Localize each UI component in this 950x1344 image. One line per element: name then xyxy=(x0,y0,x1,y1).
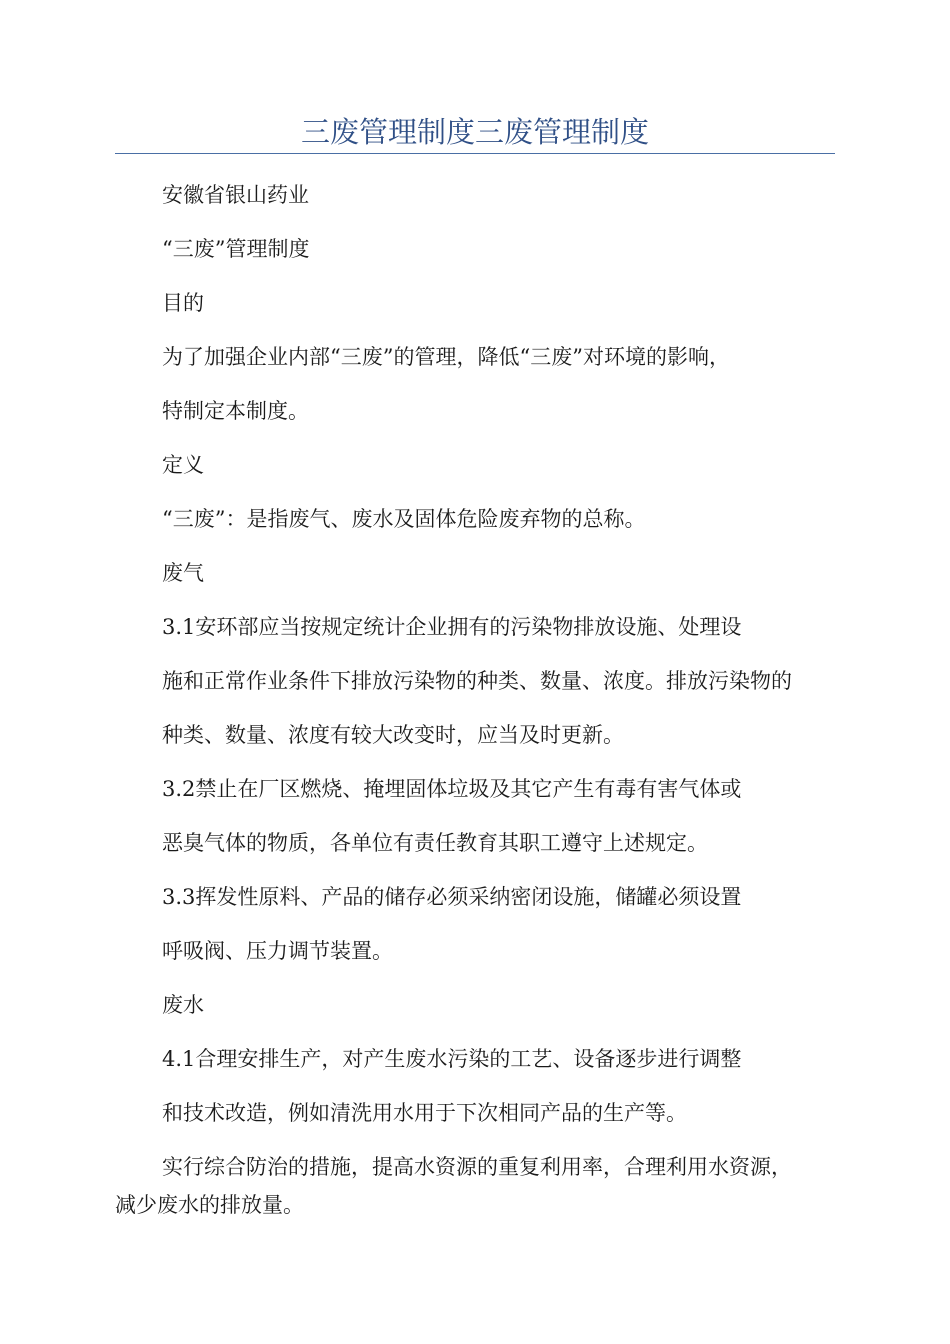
text-line: 3.1安环部应当按规定统计企业拥有的污染物排放设施、处理设 xyxy=(162,615,742,639)
text-line: 安徽省银山药业 xyxy=(162,183,309,207)
text-line: 恶臭气体的物质，各单位有责任教育其职工遵守上述规定。 xyxy=(162,831,708,855)
text-line: 定义 xyxy=(162,453,204,477)
text-line: “三废”：是指废气、废水及固体危险废弃物的总称。 xyxy=(162,507,646,531)
text-line: 特制定本制度。 xyxy=(162,399,309,423)
text-line: “三废”管理制度 xyxy=(162,237,310,261)
text-line: 和技术改造，例如清洗用水用于下次相同产品的生产等。 xyxy=(162,1101,687,1125)
text-line: 废水 xyxy=(162,993,204,1017)
text-line: 种类、数量、浓度有较大改变时，应当及时更新。 xyxy=(162,723,624,747)
text-line: 实行综合防治的措施，提高水资源的重复利用率，合理利用水资源， xyxy=(162,1155,792,1179)
text-line: 减少废水的排放量。 xyxy=(115,1193,304,1217)
text-line: 4.1合理安排生产，对产生废水污染的工艺、设备逐步进行调整 xyxy=(162,1047,742,1071)
text-line: 废气 xyxy=(162,561,204,585)
text-line: 呼吸阀、压力调节装置。 xyxy=(162,939,393,963)
title-underline xyxy=(115,153,835,154)
text-line: 目的 xyxy=(162,291,204,315)
document-title: 三废管理制度三废管理制度 xyxy=(300,115,649,149)
text-line: 施和正常作业条件下排放污染物的种类、数量、浓度。排放污染物的 xyxy=(162,669,792,693)
text-line: 3.2禁止在厂区燃烧、掩埋固体垃圾及其它产生有毒有害气体或 xyxy=(162,777,742,801)
text-line: 为了加强企业内部“三废”的管理，降低“三废”对环境的影响， xyxy=(162,345,730,369)
text-line: 3.3挥发性原料、产品的储存必须采纳密闭设施，储罐必须设置 xyxy=(162,885,742,909)
